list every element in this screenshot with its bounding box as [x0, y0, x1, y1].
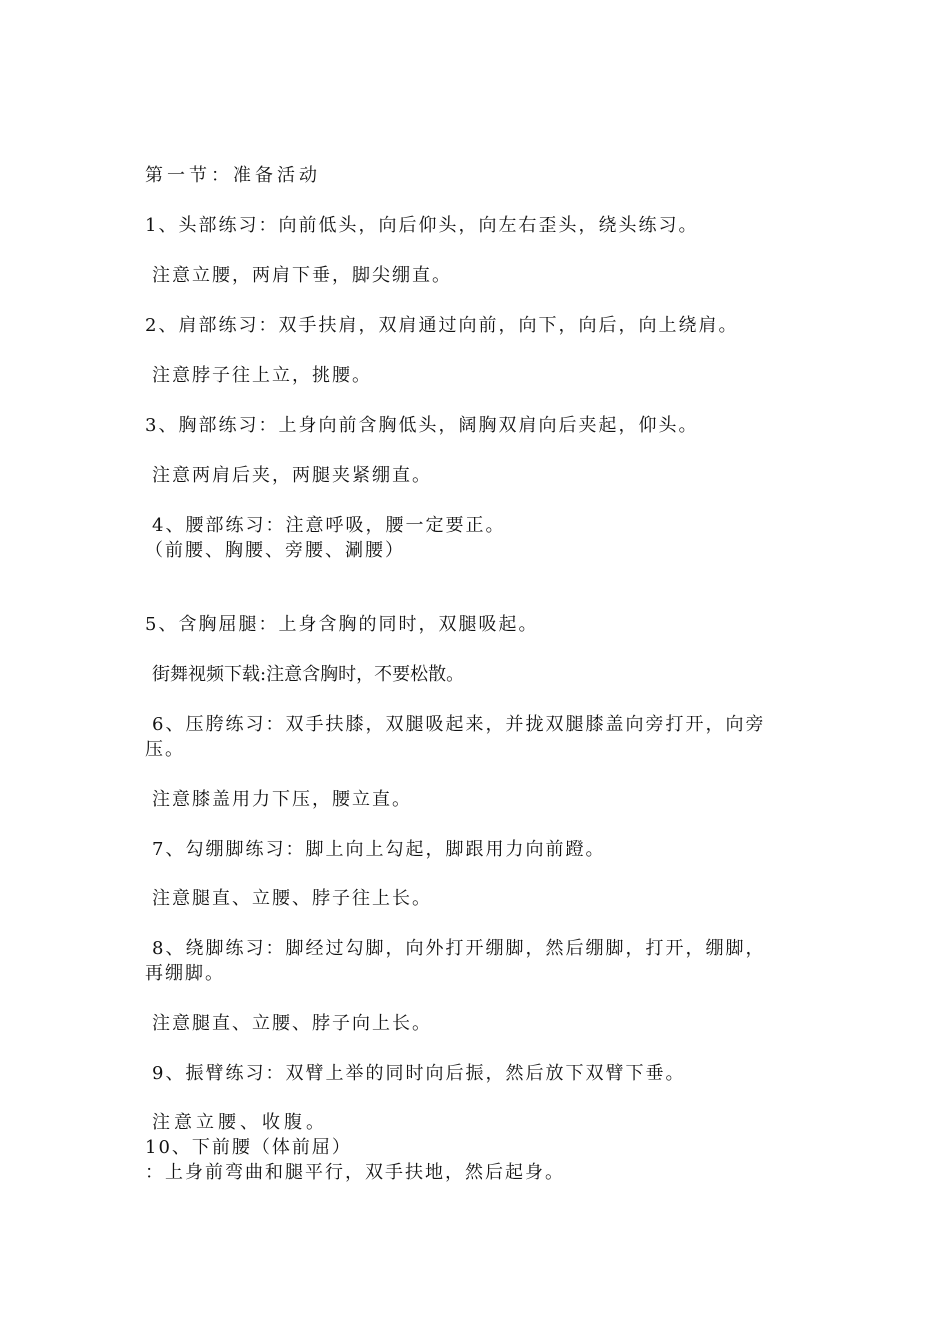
item-1-note: 注意立腰，两肩下垂，脚尖绷直。	[152, 265, 452, 286]
item-5-heading: 5、含胸屈腿：上身含胸的同时，双腿吸起。	[145, 614, 539, 635]
item-1-heading: 1、头部练习：向前低头，向后仰头，向左右歪头，绕头练习。	[145, 215, 699, 236]
item-10-note: ：上身前弯曲和腿平行，双手扶地，然后起身。	[145, 1162, 565, 1183]
item-7-heading: 7、勾绷脚练习：脚上向上勾起，脚跟用力向前蹬。	[152, 839, 606, 860]
item-2-heading: 2、肩部练习：双手扶肩，双肩通过向前，向下，向后，向上绕肩。	[145, 315, 739, 336]
item-9-heading: 9、振臂练习：双臂上举的同时向后振，然后放下双臂下垂。	[152, 1063, 686, 1084]
item-7-note: 注意腿直、立腰、脖子往上长。	[152, 888, 432, 909]
item-4-note: （前腰、胸腰、旁腰、涮腰）	[145, 540, 405, 561]
item-4-heading: 4、腰部练习：注意呼吸，腰一定要正。	[152, 515, 506, 536]
item-5-note: 街舞视频下载:注意含胸时，不要松散。	[152, 664, 465, 685]
item-6-heading-line1: 6、压胯练习：双手扶膝，双腿吸起来，并拢双腿膝盖向旁打开，向旁	[152, 714, 766, 735]
item-2-note: 注意脖子往上立，挑腰。	[152, 365, 372, 386]
item-8-heading-line1: 8、绕脚练习：脚经过勾脚，向外打开绷脚，然后绷脚，打开，绷脚，	[152, 938, 766, 959]
item-8-note: 注意腿直、立腰、脖子向上长。	[152, 1013, 432, 1034]
item-6-note: 注意膝盖用力下压，腰立直。	[152, 789, 412, 810]
item-6-heading-line2: 压。	[145, 739, 185, 760]
item-3-heading: 3、胸部练习：上身向前含胸低头，阔胸双肩向后夹起，仰头。	[145, 415, 699, 436]
section-title: 第一节：准备活动	[145, 165, 321, 186]
item-10-heading: 10、下前腰（体前屈）	[145, 1137, 352, 1158]
item-3-note: 注意两肩后夹，两腿夹紧绷直。	[152, 465, 432, 486]
item-8-heading-line2: 再绷脚。	[145, 963, 225, 984]
item-9-note: 注意立腰、收腹。	[152, 1112, 328, 1133]
